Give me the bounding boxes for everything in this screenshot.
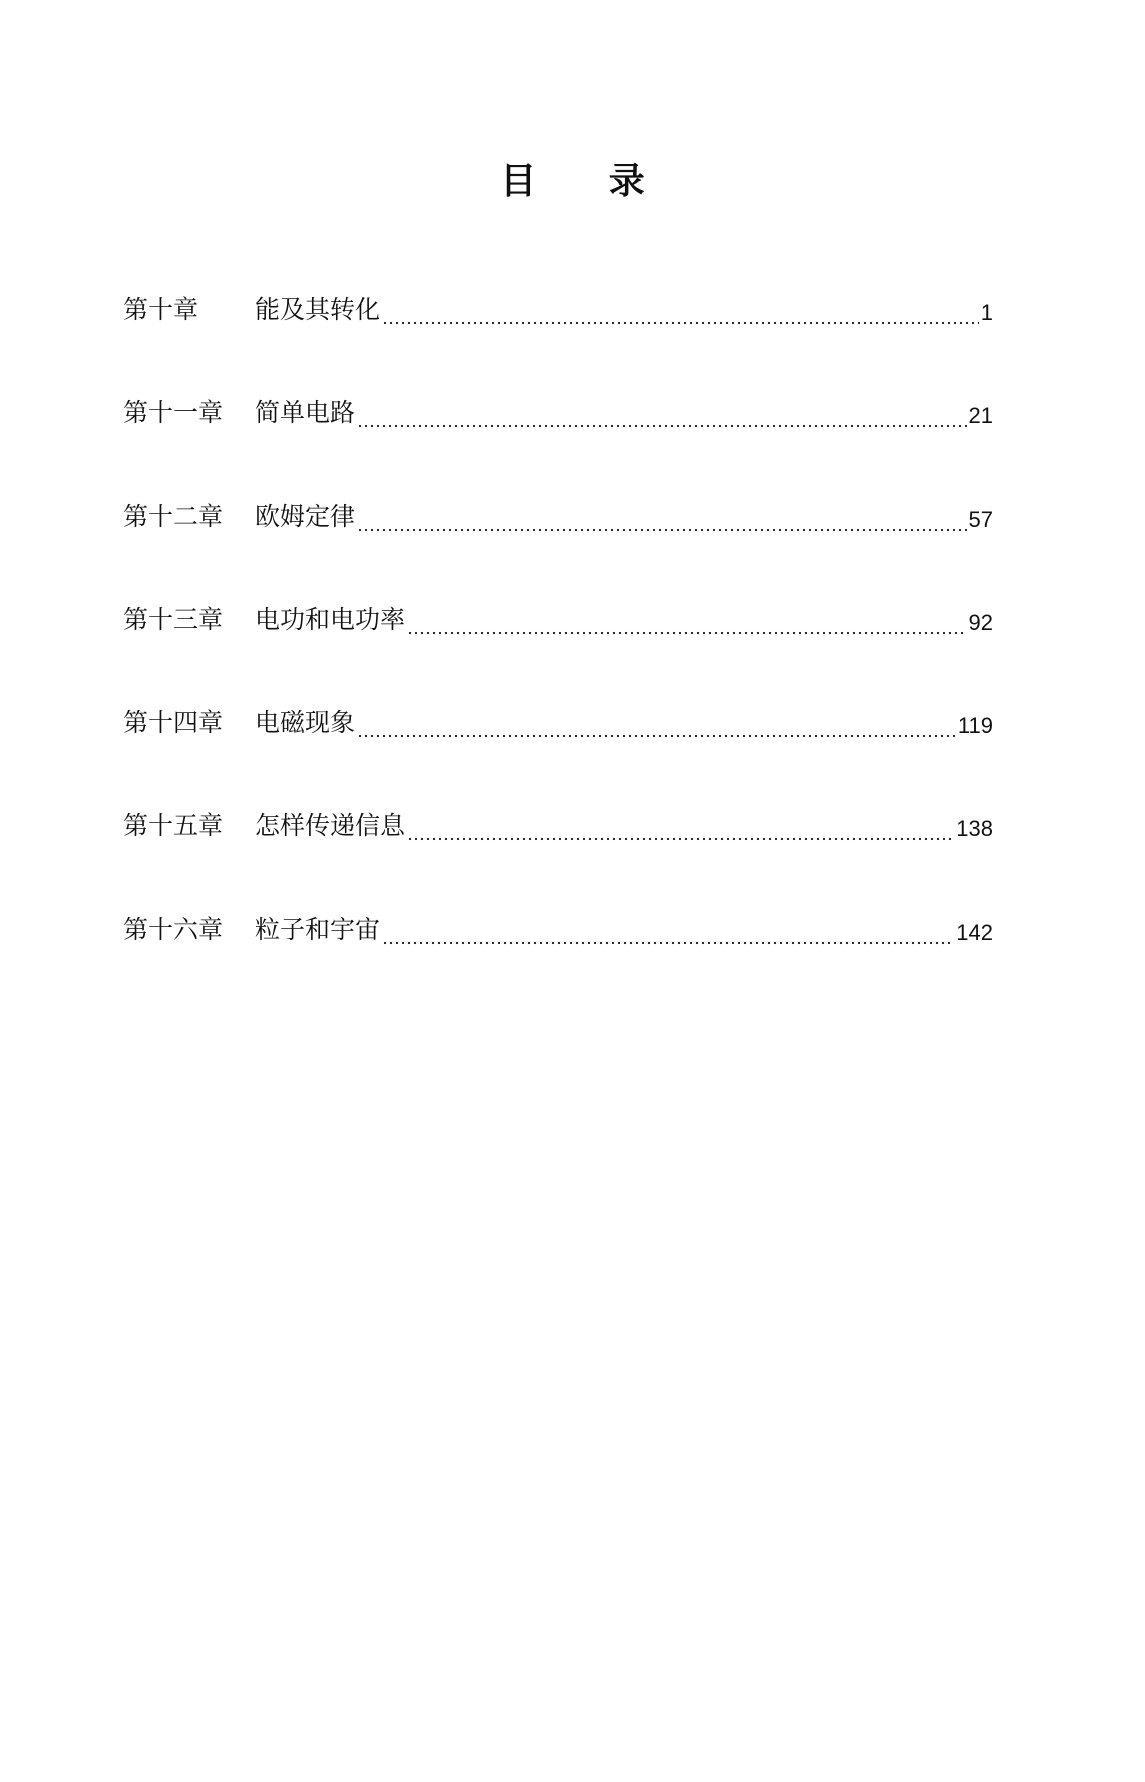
toc-entry[interactable] xyxy=(123,395,993,498)
toc-entry[interactable] xyxy=(123,602,993,705)
page-number: 1 xyxy=(980,300,993,325)
dot-leader xyxy=(382,912,954,948)
chapter-title: 粒子和宇宙 xyxy=(255,914,381,944)
chapter-title: 能及其转化 xyxy=(255,295,381,324)
chapter-number: 第十五章 xyxy=(123,811,224,841)
dot-leader xyxy=(407,808,954,844)
dot-leader xyxy=(357,705,956,741)
toc-entry[interactable] xyxy=(123,808,993,911)
page-title: 目 录 xyxy=(500,161,675,202)
page-number: 21 xyxy=(968,403,993,429)
table-of-contents xyxy=(123,292,993,1015)
chapter-number: 第十章 xyxy=(123,295,199,324)
chapter-title: 电功和电功率 xyxy=(255,604,406,634)
chapter-number: 第十六章 xyxy=(123,914,224,944)
page-number: 119 xyxy=(957,713,993,739)
dot-leader xyxy=(382,292,979,328)
page-number: 142 xyxy=(956,919,993,945)
chapter-number: 第十一章 xyxy=(123,398,224,428)
chapter-number: 第十四章 xyxy=(123,708,224,738)
chapter-title: 电磁现象 xyxy=(255,708,356,738)
toc-entry[interactable] xyxy=(123,705,993,808)
dot-leader xyxy=(357,499,967,535)
chapter-title: 欧姆定律 xyxy=(255,501,356,531)
page-number: 57 xyxy=(968,506,993,532)
chapter-number: 第十二章 xyxy=(123,501,224,531)
page-number: 138 xyxy=(956,816,993,842)
chapter-title: 简单电路 xyxy=(255,398,356,428)
toc-entry[interactable] xyxy=(123,292,993,395)
toc-entry[interactable] xyxy=(123,499,993,602)
dot-leader xyxy=(357,395,967,431)
dot-leader xyxy=(407,602,967,638)
chapter-title: 怎样传递信息 xyxy=(255,811,406,841)
toc-entry[interactable] xyxy=(123,912,993,1015)
chapter-number: 第十三章 xyxy=(123,604,224,634)
page-number: 92 xyxy=(968,609,993,635)
